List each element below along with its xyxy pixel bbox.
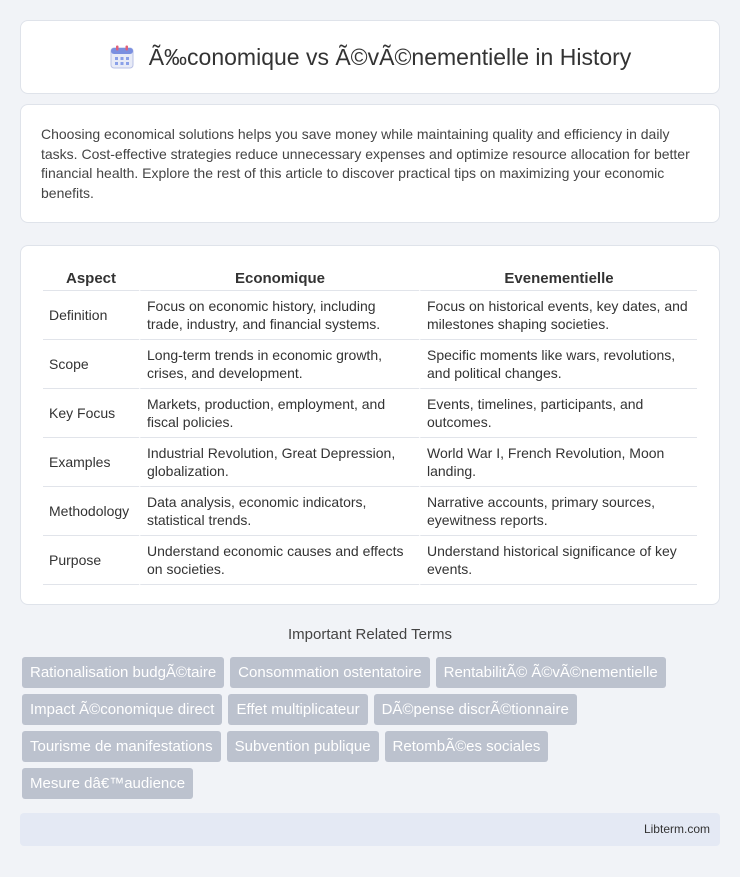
aspect-cell: Purpose xyxy=(43,536,139,585)
economique-cell: Long-term trends in economic growth, crises, and development. xyxy=(139,340,419,389)
evenementielle-cell: Events, timelines, participants, and outcomes. xyxy=(419,389,697,438)
economique-cell: Data analysis, economic indicators, statistical trends. xyxy=(139,487,419,536)
related-terms-title: Important Related Terms xyxy=(288,626,452,643)
related-term-tag[interactable]: RetombÃ©es sociales xyxy=(385,731,549,762)
evenementielle-cell: Understand historical significance of key events. xyxy=(419,536,697,585)
intro-card xyxy=(20,104,720,223)
economique-cell: Industrial Revolution, Great Depression, globalization. xyxy=(139,438,419,487)
related-terms-list xyxy=(22,657,722,799)
table-row xyxy=(43,291,697,340)
aspect-cell: Key Focus xyxy=(43,389,139,438)
evenementielle-cell: Specific moments like wars, revolutions, and political changes. xyxy=(419,340,697,389)
evenementielle-cell: Narrative accounts, primary sources, eyewitness reports. xyxy=(419,487,697,536)
economique-cell: Focus on economic history, including trade, industry, and financial systems. xyxy=(139,291,419,340)
related-term-tag[interactable]: Subvention publique xyxy=(227,731,379,762)
footer xyxy=(20,813,720,846)
footer-site-link[interactable]: Libterm.com xyxy=(643,822,710,836)
table-row xyxy=(43,536,697,585)
table-row xyxy=(43,389,697,438)
calendar-icon xyxy=(109,44,135,70)
header-card xyxy=(20,20,720,94)
related-term-tag[interactable]: Rationalisation budgÃ©taire xyxy=(22,657,224,688)
aspect-cell: Examples xyxy=(43,438,139,487)
table-row xyxy=(43,340,697,389)
comparison-table-card xyxy=(20,245,720,605)
comparison-table xyxy=(43,266,697,585)
related-term-tag[interactable]: Mesure dâ€™audience xyxy=(22,768,193,799)
intro-text: Choosing economical solutions helps you save money while maintaining quality and efficiency in daily tasks. Cost-effective strategies reduce unnecessary expenses and optimize resource allocation for better financial health. Explore the rest of this article to discover practical tips on maximizing your economic benefits. xyxy=(41,126,690,201)
header-aspect: Aspect xyxy=(43,266,139,291)
table-row xyxy=(43,487,697,536)
aspect-cell: Methodology xyxy=(43,487,139,536)
economique-cell: Markets, production, employment, and fiscal policies. xyxy=(139,389,419,438)
related-term-tag[interactable]: RentabilitÃ© Ã©vÃ©nementielle xyxy=(436,657,666,688)
aspect-cell: Definition xyxy=(43,291,139,340)
economique-cell: Understand economic causes and effects on societies. xyxy=(139,536,419,585)
aspect-cell: Scope xyxy=(43,340,139,389)
related-term-tag[interactable]: Impact Ã©conomique direct xyxy=(22,694,222,725)
header-economique: Economique xyxy=(139,266,419,291)
evenementielle-cell: Focus on historical events, key dates, and milestones shaping societies. xyxy=(419,291,697,340)
header-evenementielle: Evenementielle xyxy=(419,266,697,291)
table-row xyxy=(43,438,697,487)
related-term-tag[interactable]: Tourisme de manifestations xyxy=(22,731,221,762)
related-term-tag[interactable]: Consommation ostentatoire xyxy=(230,657,429,688)
evenementielle-cell: World War I, French Revolution, Moon landing. xyxy=(419,438,697,487)
table-header-row xyxy=(43,266,697,291)
related-term-tag[interactable]: DÃ©pense discrÃ©tionnaire xyxy=(374,694,577,725)
page-title: Ã‰conomique vs Ã©vÃ©nementielle in History xyxy=(148,43,632,70)
related-term-tag[interactable]: Effet multiplicateur xyxy=(228,694,367,725)
